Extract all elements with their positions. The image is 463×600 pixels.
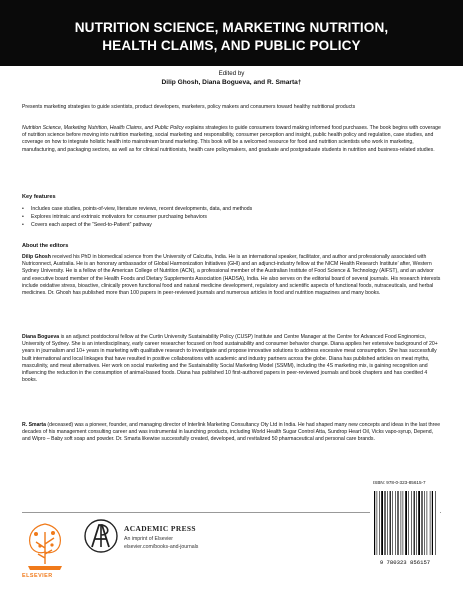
description-text	[22, 125, 442, 154]
barcode-bar	[421, 491, 422, 555]
barcode-bar	[374, 491, 375, 555]
barcode-bar	[405, 491, 407, 555]
barcode-bar	[395, 491, 396, 555]
barcode-bar	[387, 491, 388, 555]
editor-name: R. Smarta	[22, 422, 46, 428]
editor-bio: received his PhD in biomedical science from the University of Calcutta, India. He is an international speaker, facilitator, and author and professionally associated with Nutriconnect, Australia. He is an honorary ambassador of Global Harmonization Initiatives (GHI) and an adjunct-industry fellow at the NICM Health Research Institute’ after, Western Sydney University. He is a fellow of the American College of Nutrition (ACN), a professional member of the Australian Institute of Food Science & Technology (AIFST), and an advisor and executive board member of the Health Foods and Dietary Supplements Association (HADSA), India. He also serves on the editorial board of several journals. His research interests include oxidative stress, bioactive, clinically proven functional food and natural medicine development, regulatory and scientific aspects of functional foods, nutraceuticals, and herbal medicines. Dr. Ghosh has published more than 100 papers in peer-reviewed journals and numerous articles in food and nutrition magazines and many books.	[22, 254, 441, 297]
description-body: explains strategies to guide consumers toward making informed food purchases. The book begins with coverage of nutrition science before moving into nutrition marketing, social marketing and responsibility, consumer perception and insight, public health policy and regulation, case studies, and coverage on how to integrate holistic health into mainstream brand marketing. This book will be a welcomed resource for food and nutrition scientists who work in marketing, manufacturing, and packaging sectors, as well as for clinical nutritionists, health care policymakers, and graduate and postgraduate students in nutrition and business-related studies.	[22, 125, 441, 153]
barcode-bar	[397, 491, 398, 555]
barcode-bar	[430, 491, 431, 555]
key-features-heading: Key features	[22, 194, 56, 200]
key-features-list	[22, 205, 252, 229]
barcode-bars	[370, 487, 440, 569]
editor-names: Dilip Ghosh, Diana Bogueva, and R. Smarta†	[161, 79, 302, 86]
summary-text: Presents marketing strategies to guide scientists, product developers, marketers, policy makers and consumers toward healthy nutritional products	[22, 104, 356, 110]
isbn-barcode	[370, 487, 440, 569]
title-banner	[0, 0, 463, 66]
barcode-bar	[390, 491, 391, 555]
elsevier-wordmark: ELSEVIER	[22, 573, 53, 579]
barcode-bar	[401, 491, 402, 555]
barcode-background	[370, 487, 440, 569]
editor-bio: (deceased) was a pioneer, founder, and managing director of Interlink Marketing Consultancy Oty Ltd in India. He had shaped many new concepts and ideas in the last three decades of his management consulting career and was instrumental in launching products, including World Health Sugar Control Atta, Sundrop Heart Oil, Vicks vapo-syrup, Depend, and Wipro – Baby soft soap and powder. Dr. Smarta likewise successfully created, developed, and revitalized 50 pharmaceutical and personal care brands.	[22, 422, 441, 443]
barcode-bar	[432, 491, 433, 555]
editor-name: Dilip Ghosh	[22, 254, 51, 260]
elsevier-tree-logo	[22, 518, 68, 572]
publisher-name: ACADEMIC PRESS	[124, 524, 196, 533]
academic-press-logo-icon	[83, 517, 119, 555]
barcode-bar	[392, 491, 393, 555]
edited-by-label: Edited by	[218, 70, 245, 77]
barcode-bar	[377, 491, 378, 555]
editor-bio-smarta	[22, 422, 442, 444]
barcode-bar	[379, 491, 380, 555]
barcode-bar	[416, 491, 417, 555]
editor-bio: is an adjunct postdoctoral fellow at the Curtin University Sustainability Policy (CUSP) Institute and Centre Manager at the Centre for Advanced Food Enginomics, University of Sydney. She is an interdisciplinary, early career researcher focused on food sustainability and consumer behavior change. Diana applies her extensive background of 20+ years in journalism and 10+ years in marketing with qualitative research to investigate and propose innovative solutions to address excessive meat consumption. She has successfully built international and local linkages that have resulted in positive collaborations with academic and industry partners across the globe. Diana has published articles on meat myths, masculinity, and meat alternatives. Her work on social marketing and the Sustainability Social Marketing Model (SSMM), including the 4S marketing mix, is gaining recognition and influencing the reduction in the consumption of animal-based foods. Diana has published 10 first-authored papers in peer-reviewed journals and book chapters and has coedited 4 books.	[22, 334, 438, 384]
barcode-bar	[403, 491, 404, 555]
barcode-bar	[427, 491, 428, 555]
editor-bio-bogueva	[22, 334, 442, 384]
editor-bio-ghosh	[22, 254, 442, 297]
key-feature-item: • Covers each aspect of the “Seed-to-Patient” pathway	[22, 221, 252, 229]
barcode-bar	[408, 491, 409, 555]
editor-name: Diana Bogueva	[22, 334, 60, 340]
isbn-label: ISBN: 978-0-323-85615-7	[373, 480, 426, 485]
book-title-line-2: HEALTH CLAIMS, AND PUBLIC POLICY	[102, 38, 361, 53]
barcode-bar	[381, 491, 383, 555]
barcode-bar	[418, 491, 420, 555]
barcode-digits: 9 780323 856157	[379, 559, 431, 566]
book-title-line-1: NUTRITION SCIENCE, MARKETING NUTRITION,	[74, 20, 389, 35]
barcode-bar	[414, 491, 415, 555]
about-editors-heading: About the editors	[22, 243, 69, 249]
barcode-bar	[424, 491, 425, 555]
barcode-bar	[384, 491, 385, 555]
key-feature-item: • Includes case studies, points-of-view, literature reviews, recent developments, data, and methods	[22, 205, 252, 213]
barcode-bar	[435, 491, 436, 555]
publisher-url[interactable]: elsevier.com/books-and-journals	[124, 544, 199, 550]
publisher-imprint: An imprint of Elsevier	[124, 536, 174, 542]
barcode-bar	[411, 491, 412, 555]
key-feature-item: • Explores intrinsic and extrinsic motivators for consumer purchasing behaviors	[22, 213, 252, 221]
description-book-title: Nutrition Science, Marketing Nutrition, Health Claims, and Public Policy	[22, 125, 184, 131]
